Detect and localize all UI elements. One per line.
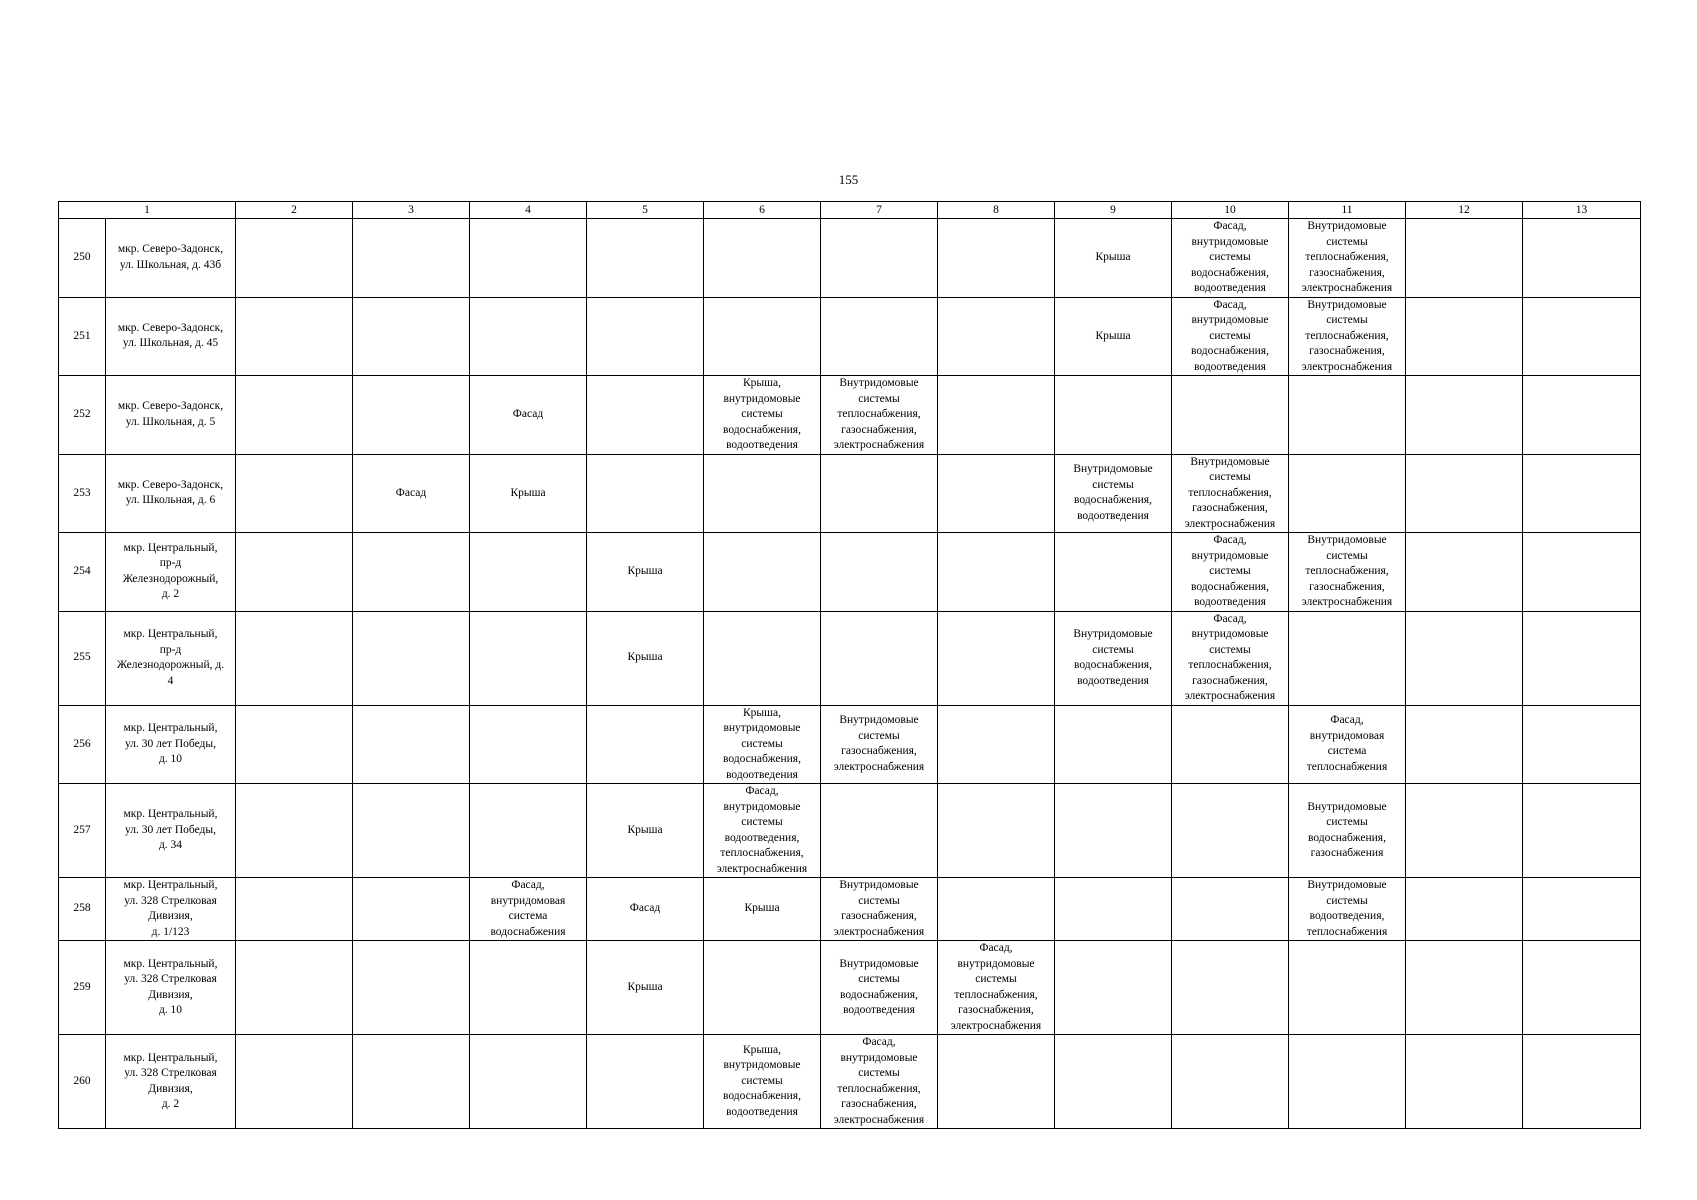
- table-row: [59, 878, 1641, 941]
- work-cell-col-10: Внутридомовые системы теплоснабжения, газоснабжения, электроснабжения: [1172, 454, 1289, 533]
- work-cell-col-13: [1523, 611, 1641, 705]
- address-cell: мкр. Северо-Задонск, ул. Школьная, д. 45: [106, 297, 236, 376]
- work-cell-col-9: Крыша: [1055, 219, 1172, 298]
- work-cell-col-4: [470, 297, 587, 376]
- work-cell-col-3: [353, 219, 470, 298]
- work-cell-col-5: Крыша: [587, 533, 704, 612]
- work-cell-col-11: [1289, 1035, 1406, 1129]
- work-cell-col-5: [587, 297, 704, 376]
- table-row: [59, 941, 1641, 1035]
- work-cell-col-8: [938, 878, 1055, 941]
- address-cell: мкр. Северо-Задонск, ул. Школьная, д. 6: [106, 454, 236, 533]
- work-cell-col-2: [236, 533, 353, 612]
- table-row: [59, 784, 1641, 878]
- work-cell-col-13: [1523, 784, 1641, 878]
- work-cell-col-8: [938, 611, 1055, 705]
- row-number: 254: [59, 533, 106, 612]
- work-cell-col-3: [353, 533, 470, 612]
- work-cell-col-7: [821, 533, 938, 612]
- work-cell-col-4: [470, 1035, 587, 1129]
- work-cell-col-2: [236, 611, 353, 705]
- work-cell-col-12: [1406, 1035, 1523, 1129]
- column-header-3: 3: [353, 202, 470, 219]
- work-cell-col-12: [1406, 941, 1523, 1035]
- work-cell-col-5: Крыша: [587, 784, 704, 878]
- work-cell-col-10: [1172, 705, 1289, 784]
- work-cell-col-13: [1523, 1035, 1641, 1129]
- address-cell: мкр. Центральный, ул. 328 Стрелковая Дивизия, д. 2: [106, 1035, 236, 1129]
- work-cell-col-2: [236, 1035, 353, 1129]
- row-number: 258: [59, 878, 106, 941]
- work-cell-col-13: [1523, 376, 1641, 455]
- table-row: [59, 1035, 1641, 1129]
- work-cell-col-6: [704, 941, 821, 1035]
- work-cell-col-10: Фасад, внутридомовые системы водоснабжения, водоотведения: [1172, 533, 1289, 612]
- row-number: 256: [59, 705, 106, 784]
- column-header-4: 4: [470, 202, 587, 219]
- work-cell-col-12: [1406, 784, 1523, 878]
- work-cell-col-5: Фасад: [587, 878, 704, 941]
- work-cell-col-3: [353, 297, 470, 376]
- table-row: [59, 705, 1641, 784]
- work-cell-col-12: [1406, 297, 1523, 376]
- work-cell-col-13: [1523, 705, 1641, 784]
- work-cell-col-7: [821, 297, 938, 376]
- work-cell-col-4: [470, 611, 587, 705]
- work-cell-col-3: [353, 1035, 470, 1129]
- address-cell: мкр. Центральный, ул. 328 Стрелковая Дивизия, д. 1/123: [106, 878, 236, 941]
- work-cell-col-6: Крыша, внутридомовые системы водоснабжения, водоотведения: [704, 376, 821, 455]
- table-row: [59, 219, 1641, 298]
- work-cell-col-10: Фасад, внутридомовые системы теплоснабжения, газоснабжения, электроснабжения: [1172, 611, 1289, 705]
- work-cell-col-5: Крыша: [587, 941, 704, 1035]
- column-header-9: 9: [1055, 202, 1172, 219]
- work-cell-col-6: [704, 611, 821, 705]
- address-cell: мкр. Центральный, ул. 328 Стрелковая Дивизия, д. 10: [106, 941, 236, 1035]
- work-cell-col-5: [587, 454, 704, 533]
- row-number: 253: [59, 454, 106, 533]
- work-cell-col-6: [704, 297, 821, 376]
- work-cell-col-7: Внутридомовые системы газоснабжения, электроснабжения: [821, 705, 938, 784]
- work-cell-col-8: [938, 533, 1055, 612]
- column-header-6: 6: [704, 202, 821, 219]
- column-header-10: 10: [1172, 202, 1289, 219]
- work-cell-col-12: [1406, 705, 1523, 784]
- work-cell-col-7: Внутридомовые системы водоснабжения, водоотведения: [821, 941, 938, 1035]
- work-cell-col-5: Крыша: [587, 611, 704, 705]
- row-number: 260: [59, 1035, 106, 1129]
- table-body: [59, 219, 1641, 1129]
- address-cell: мкр. Центральный, пр-д Железнодорожный, д. 2: [106, 533, 236, 612]
- work-cell-col-7: Внутридомовые системы теплоснабжения, газоснабжения, электроснабжения: [821, 376, 938, 455]
- work-cell-col-13: [1523, 941, 1641, 1035]
- column-header-1: 1: [59, 202, 236, 219]
- work-cell-col-10: [1172, 784, 1289, 878]
- work-cell-col-13: [1523, 454, 1641, 533]
- repair-schedule-table: [58, 201, 1641, 1129]
- work-cell-col-11: Фасад, внутридомовая система теплоснабжения: [1289, 705, 1406, 784]
- work-cell-col-8: [938, 297, 1055, 376]
- column-header-11: 11: [1289, 202, 1406, 219]
- work-cell-col-5: [587, 1035, 704, 1129]
- work-cell-col-13: [1523, 878, 1641, 941]
- work-cell-col-13: [1523, 533, 1641, 612]
- work-cell-col-11: Внутридомовые системы теплоснабжения, газоснабжения, электроснабжения: [1289, 533, 1406, 612]
- work-cell-col-2: [236, 784, 353, 878]
- work-cell-col-3: [353, 878, 470, 941]
- work-cell-col-5: [587, 376, 704, 455]
- work-cell-col-4: [470, 705, 587, 784]
- work-cell-col-3: [353, 941, 470, 1035]
- work-cell-col-3: [353, 784, 470, 878]
- work-cell-col-10: [1172, 376, 1289, 455]
- work-cell-col-8: [938, 784, 1055, 878]
- table-row: [59, 454, 1641, 533]
- address-cell: мкр. Центральный, ул. 30 лет Победы, д. 10: [106, 705, 236, 784]
- work-cell-col-8: [938, 376, 1055, 455]
- work-cell-col-7: Фасад, внутридомовые системы теплоснабжения, газоснабжения, электроснабжения: [821, 1035, 938, 1129]
- work-cell-col-9: [1055, 533, 1172, 612]
- table-row: [59, 611, 1641, 705]
- work-cell-col-7: [821, 219, 938, 298]
- work-cell-col-9: Внутридомовые системы водоснабжения, водоотведения: [1055, 454, 1172, 533]
- table-row: [59, 297, 1641, 376]
- work-cell-col-4: [470, 533, 587, 612]
- work-cell-col-10: Фасад, внутридомовые системы водоснабжения, водоотведения: [1172, 297, 1289, 376]
- work-cell-col-9: [1055, 705, 1172, 784]
- work-cell-col-7: [821, 454, 938, 533]
- work-cell-col-12: [1406, 533, 1523, 612]
- header-row: [59, 202, 1641, 219]
- work-cell-col-10: Фасад, внутридомовые системы водоснабжения, водоотведения: [1172, 219, 1289, 298]
- address-cell: мкр. Центральный, ул. 30 лет Победы, д. 34: [106, 784, 236, 878]
- column-header-2: 2: [236, 202, 353, 219]
- work-cell-col-3: Фасад: [353, 454, 470, 533]
- work-cell-col-2: [236, 705, 353, 784]
- work-cell-col-6: [704, 219, 821, 298]
- work-cell-col-12: [1406, 219, 1523, 298]
- work-cell-col-8: [938, 219, 1055, 298]
- work-cell-col-9: Внутридомовые системы водоснабжения, водоотведения: [1055, 611, 1172, 705]
- work-cell-col-9: [1055, 941, 1172, 1035]
- address-cell: мкр. Северо-Задонск, ул. Школьная, д. 5: [106, 376, 236, 455]
- work-cell-col-3: [353, 611, 470, 705]
- work-cell-col-9: [1055, 878, 1172, 941]
- work-cell-col-8: Фасад, внутридомовые системы теплоснабжения, газоснабжения, электроснабжения: [938, 941, 1055, 1035]
- column-header-8: 8: [938, 202, 1055, 219]
- column-header-5: 5: [587, 202, 704, 219]
- work-cell-col-2: [236, 297, 353, 376]
- work-cell-col-13: [1523, 219, 1641, 298]
- work-cell-col-6: Крыша, внутридомовые системы водоснабжения, водоотведения: [704, 1035, 821, 1129]
- table-row: [59, 376, 1641, 455]
- work-cell-col-7: Внутридомовые системы газоснабжения, электроснабжения: [821, 878, 938, 941]
- table-row: [59, 533, 1641, 612]
- work-cell-col-11: Внутридомовые системы водоотведения, теплоснабжения: [1289, 878, 1406, 941]
- work-cell-col-5: [587, 219, 704, 298]
- work-cell-col-4: [470, 784, 587, 878]
- column-header-12: 12: [1406, 202, 1523, 219]
- work-cell-col-9: [1055, 376, 1172, 455]
- work-cell-col-9: [1055, 784, 1172, 878]
- row-number: 255: [59, 611, 106, 705]
- row-number: 259: [59, 941, 106, 1035]
- work-cell-col-12: [1406, 878, 1523, 941]
- work-cell-col-12: [1406, 611, 1523, 705]
- address-cell: мкр. Центральный, пр-д Железнодорожный, д. 4: [106, 611, 236, 705]
- work-cell-col-2: [236, 454, 353, 533]
- work-cell-col-9: [1055, 1035, 1172, 1129]
- work-cell-col-11: [1289, 454, 1406, 533]
- work-cell-col-5: [587, 705, 704, 784]
- column-header-7: 7: [821, 202, 938, 219]
- work-cell-col-2: [236, 878, 353, 941]
- work-cell-col-6: Крыша: [704, 878, 821, 941]
- address-cell: мкр. Северо-Задонск, ул. Школьная, д. 43б: [106, 219, 236, 298]
- work-cell-col-12: [1406, 454, 1523, 533]
- work-cell-col-6: [704, 533, 821, 612]
- work-cell-col-11: Внутридомовые системы теплоснабжения, газоснабжения, электроснабжения: [1289, 297, 1406, 376]
- work-cell-col-2: [236, 219, 353, 298]
- work-cell-col-2: [236, 941, 353, 1035]
- work-cell-col-7: [821, 784, 938, 878]
- work-cell-col-4: [470, 941, 587, 1035]
- work-cell-col-7: [821, 611, 938, 705]
- work-cell-col-2: [236, 376, 353, 455]
- work-cell-col-11: [1289, 376, 1406, 455]
- work-cell-col-11: Внутридомовые системы водоснабжения, газоснабжения: [1289, 784, 1406, 878]
- work-cell-col-8: [938, 1035, 1055, 1129]
- work-cell-col-9: Крыша: [1055, 297, 1172, 376]
- work-cell-col-4: Крыша: [470, 454, 587, 533]
- row-number: 251: [59, 297, 106, 376]
- work-cell-col-11: [1289, 941, 1406, 1035]
- work-cell-col-4: Фасад: [470, 376, 587, 455]
- work-cell-col-6: [704, 454, 821, 533]
- work-cell-col-10: [1172, 1035, 1289, 1129]
- work-cell-col-11: [1289, 611, 1406, 705]
- work-cell-col-3: [353, 705, 470, 784]
- work-cell-col-10: [1172, 878, 1289, 941]
- work-cell-col-8: [938, 705, 1055, 784]
- work-cell-col-10: [1172, 941, 1289, 1035]
- work-cell-col-13: [1523, 297, 1641, 376]
- row-number: 257: [59, 784, 106, 878]
- work-cell-col-6: Фасад, внутридомовые системы водоотведения, теплоснабжения, электроснабжения: [704, 784, 821, 878]
- work-cell-col-8: [938, 454, 1055, 533]
- work-cell-col-6: Крыша, внутридомовые системы водоснабжения, водоотведения: [704, 705, 821, 784]
- work-cell-col-4: Фасад, внутридомовая система водоснабжения: [470, 878, 587, 941]
- work-cell-col-11: Внутридомовые системы теплоснабжения, газоснабжения, электроснабжения: [1289, 219, 1406, 298]
- work-cell-col-4: [470, 219, 587, 298]
- work-cell-col-12: [1406, 376, 1523, 455]
- work-cell-col-3: [353, 376, 470, 455]
- page-number: 155: [838, 172, 859, 187]
- row-number: 250: [59, 219, 106, 298]
- row-number: 252: [59, 376, 106, 455]
- column-header-13: 13: [1523, 202, 1641, 219]
